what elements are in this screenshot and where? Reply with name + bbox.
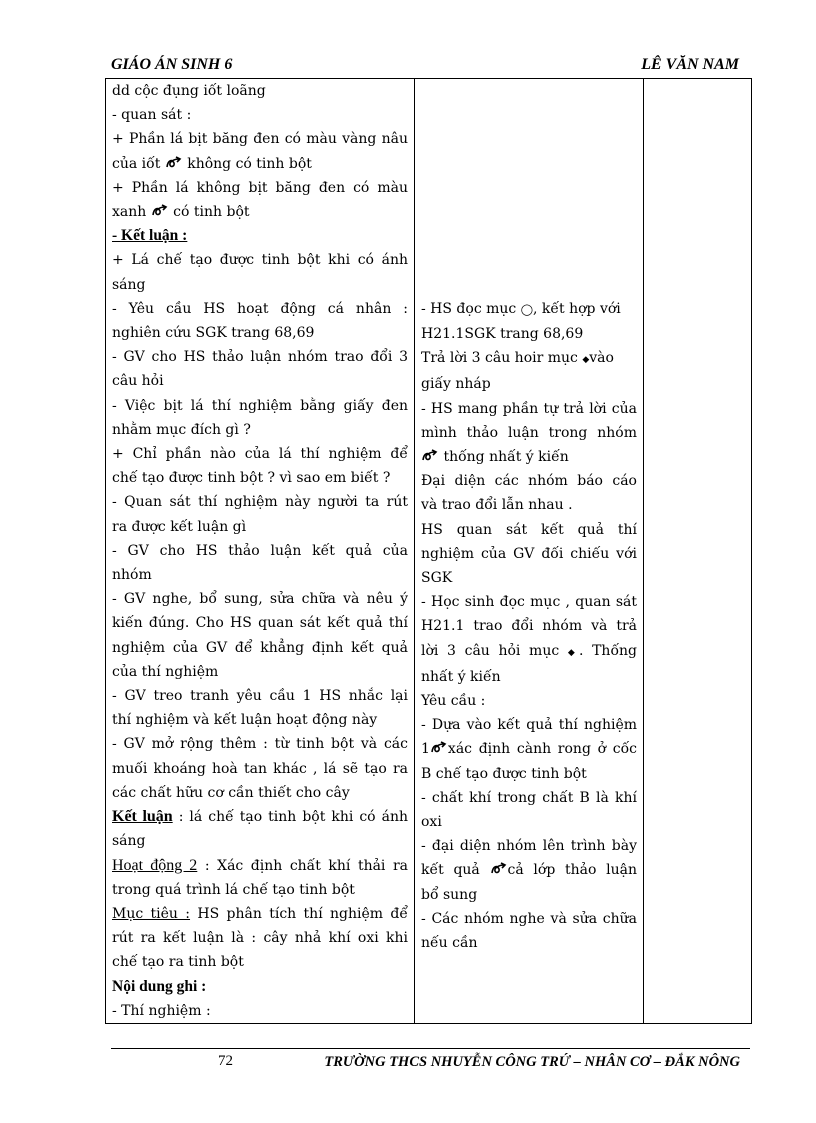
header-title: GIÁO ÁN SINH 6 bbox=[111, 56, 233, 73]
lesson-table bbox=[105, 78, 752, 1024]
text-line: sáng bbox=[112, 276, 146, 293]
text-line: nhằm mục đích gì ? bbox=[112, 421, 251, 438]
student-activity-column bbox=[415, 79, 644, 1024]
text-line: H21.1SGK trang 68,69 bbox=[421, 326, 584, 342]
text-line: câu hỏi bbox=[112, 373, 164, 390]
text-line: của thí nghiệm bbox=[112, 663, 219, 680]
text-line: chế tạo ra tinh bột bbox=[112, 954, 244, 971]
text-line: thí nghiệm và kết luận hoạt động này bbox=[112, 712, 378, 729]
text-line: kết quả cả lớp thảo luận bbox=[421, 862, 637, 879]
text-line: - GV cho HS thảo luận nhóm trao đổi 3 bbox=[112, 349, 408, 366]
text-line: của iốt không có tinh bột bbox=[112, 155, 312, 172]
arrow-icon bbox=[421, 449, 439, 463]
text-line: trong quá trình lá chế tạo tinh bột bbox=[112, 881, 355, 898]
text-line: và trao đổi lẫn nhau . bbox=[421, 497, 573, 514]
conclusion-label: Kết luận bbox=[112, 808, 173, 826]
text-line: các chất hữu cơ cần thiết cho cây bbox=[112, 784, 350, 801]
text-line: oxi bbox=[421, 814, 442, 831]
text-line: - Các nhóm nghe và sửa chữa bbox=[421, 910, 637, 927]
text-line: Trả lời 3 câu hoir mục ◆vào bbox=[421, 350, 614, 367]
text-line: nhất ý kiến bbox=[421, 668, 501, 685]
diamond-icon: ◆ bbox=[567, 647, 579, 658]
text-line: - chất khí trong chất B là khí bbox=[421, 789, 637, 806]
text-line: rút ra kết luận là : cây nhả khí oxi khi bbox=[112, 930, 408, 947]
text-line: nhóm bbox=[112, 567, 152, 584]
text-line: - Thí nghiệm : bbox=[112, 1002, 211, 1019]
page-number: 72 bbox=[218, 1053, 233, 1069]
text-line: bổ sung bbox=[421, 886, 478, 903]
notes-heading: Nội dung ghi : bbox=[112, 977, 207, 995]
text-line: Yêu cầu : bbox=[421, 693, 486, 710]
text-line: - HS đọc mục ◯, kết hợp với bbox=[421, 300, 621, 317]
text-line: - GV mở rộng thêm : từ tinh bột và các bbox=[112, 736, 408, 753]
text-line: kiến đúng. Cho HS quan sát kết quả thí bbox=[112, 615, 408, 632]
text-line: SGK bbox=[421, 570, 453, 587]
school-name: TRƯỜNG THCS NHUYỄN CÔNG TRỨ – NHÂN CƠ – ĐẮK NÔNG bbox=[324, 1054, 740, 1070]
text-line: H21.1 trao đổi nhóm và trả bbox=[421, 618, 637, 635]
text-line: 1 xác định cành rong ở cốc bbox=[421, 741, 637, 758]
arrow-icon bbox=[430, 741, 448, 755]
spacer bbox=[421, 79, 637, 297]
text-line: mình thảo luận trong nhóm bbox=[421, 424, 637, 441]
text-line: nghiệm của GV để khẳng định kết quả bbox=[112, 639, 408, 656]
text-line: sáng bbox=[112, 833, 146, 850]
text-line: - quan sát : bbox=[112, 107, 192, 124]
text-line: nghiệm của GV đối chiếu với bbox=[421, 545, 637, 562]
text-line: - Dựa vào kết quả thí nghiệm bbox=[421, 717, 637, 734]
text-line: xanh có tinh bột bbox=[112, 204, 250, 221]
text-line: nếu cần bbox=[421, 935, 478, 952]
text-line: - GV cho HS thảo luận kết quả của bbox=[112, 542, 408, 559]
text-line: lời 3 câu hỏi mục ◆. Thống bbox=[421, 642, 637, 659]
text-line: B chế tạo được tinh bột bbox=[421, 765, 587, 782]
text-line: + Lá chế tạo được tinh bột khi có ánh bbox=[112, 252, 408, 269]
text-line: + Phần lá không bịt băng đen có màu bbox=[112, 179, 408, 196]
text-line: - Yêu cầu HS hoạt động cá nhân : bbox=[112, 300, 408, 317]
text-line: Đại diện các nhóm báo cáo bbox=[421, 473, 637, 490]
text-line: - GV treo tranh yêu cầu 1 HS nhắc lại bbox=[112, 688, 408, 705]
notes-column bbox=[644, 79, 752, 1024]
text-line: nghiên cứu SGK trang 68,69 bbox=[112, 325, 315, 342]
text-line: - đại diện nhóm lên trình bày bbox=[421, 838, 637, 855]
arrow-icon bbox=[151, 204, 169, 218]
text-line: HS quan sát kết quả thí bbox=[421, 521, 637, 538]
text-line: Hoạt động 2 : Xác định chất khí thải ra bbox=[112, 856, 408, 874]
text-line: - GV nghe, bổ sung, sửa chữa và nêu ý bbox=[112, 591, 408, 608]
diamond-icon: ◆ bbox=[582, 355, 590, 366]
text-line: - Quan sát thí nghiệm này người ta rút bbox=[112, 494, 408, 511]
arrow-icon bbox=[490, 862, 508, 876]
text-line: + Chỉ phần nào của lá thí nghiệm để bbox=[112, 446, 408, 463]
text-line: muối khoáng hoà tan khác , lá sẽ tạo ra bbox=[112, 760, 408, 777]
text-line: - Học sinh đọc mục , quan sát bbox=[421, 594, 637, 611]
text-line: Kết luận : lá chế tạo tinh bột khi có ánh bbox=[112, 808, 408, 826]
page-header bbox=[111, 56, 739, 79]
text-line: thống nhất ý kiến bbox=[421, 445, 637, 469]
text-line: giấy nháp bbox=[421, 376, 491, 393]
arrow-icon bbox=[165, 156, 183, 170]
text-line: dd cộc đụng iốt loãng bbox=[112, 83, 266, 99]
pointer-icon: ◯ bbox=[520, 302, 534, 316]
objective-label: Mục tiêu : bbox=[112, 905, 191, 922]
conclusion-heading: - Kết luận : bbox=[112, 227, 188, 245]
text-line: Mục tiêu : HS phân tích thí nghiệm để bbox=[112, 905, 408, 922]
activity-2-label: Hoạt động 2 bbox=[112, 856, 198, 874]
footer-divider bbox=[111, 1048, 750, 1049]
text-line: - HS mang phần tự trả lời của bbox=[421, 400, 637, 417]
text-line: chế tạo được tinh bột ? vì sao em biết ? bbox=[112, 470, 391, 487]
text-line: ra được kết luận gì bbox=[112, 518, 247, 535]
text-line: + Phần lá bịt băng đen có màu vàng nâu bbox=[112, 131, 408, 148]
header-author: LÊ VĂN NAM bbox=[641, 56, 739, 73]
text-line: - Việc bịt lá thí nghiệm bằng giấy đen bbox=[112, 397, 408, 414]
teacher-activity-column bbox=[106, 79, 415, 1024]
